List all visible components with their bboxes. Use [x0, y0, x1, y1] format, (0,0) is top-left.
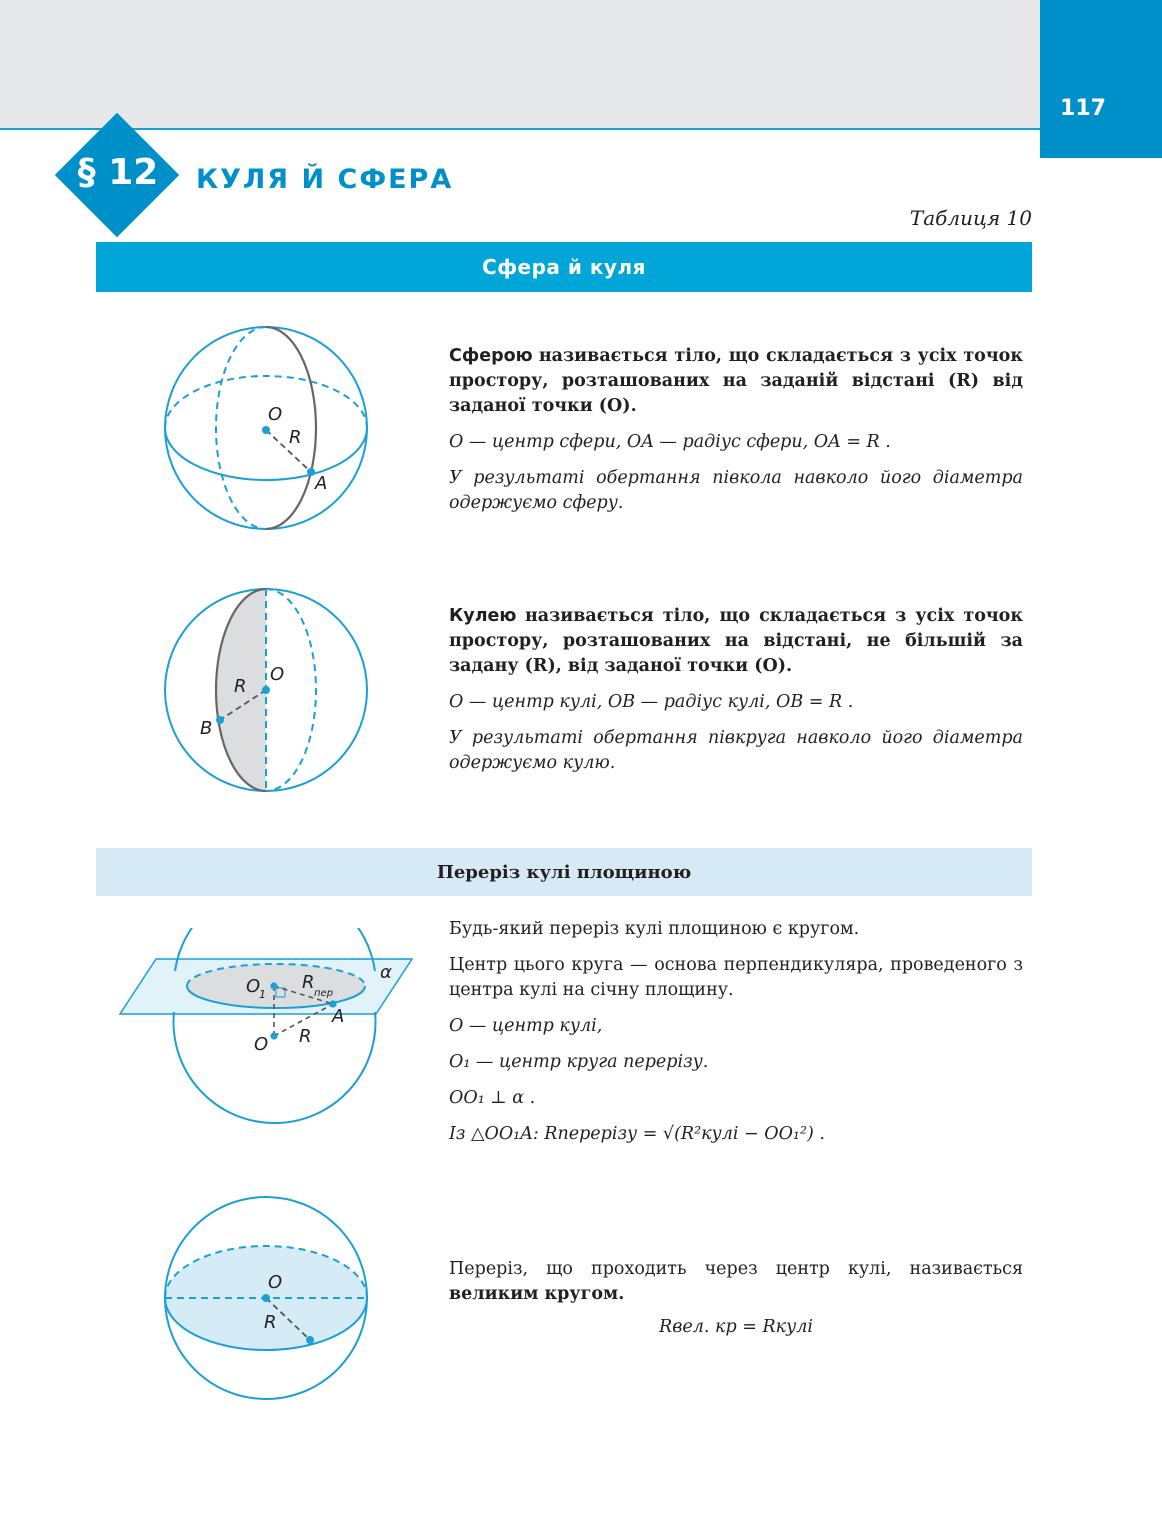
- chapter-title: КУЛЯ Й СФЕРА: [196, 164, 454, 195]
- section-title: Переріз кулі площиною: [436, 861, 692, 883]
- ball-rotation: У результаті обертання півкруга навколо його діаметра одержуємо кулю.: [449, 728, 1023, 773]
- ball-definition: називається тіло, що складається з усіх точок простору, розташованих на відстані, не більшій за задану (R), від заданої точки (O).: [449, 606, 1023, 676]
- term-great-circle: великим кругом.: [449, 1284, 625, 1304]
- sphere-notation: O — центр сфери, OA — радіус сфери, OA = R .: [449, 432, 891, 452]
- meridian-back: [266, 589, 316, 791]
- sphere-rotation: У результаті обертання півкола навколо його діаметра одержуємо сферу.: [449, 468, 1023, 513]
- label-rsec: R: [302, 972, 315, 993]
- equator-front: [165, 428, 367, 480]
- cross-section-figure: [116, 928, 416, 1140]
- label-a: A: [332, 1006, 345, 1027]
- label-r: R: [234, 676, 247, 697]
- cross-line-6: Із △OO₁A: Rперерізу = √(R²кулі − OO₁²) .: [449, 1124, 825, 1144]
- cross-section-text: [449, 917, 1023, 1158]
- term-ball: Кулею: [449, 606, 517, 626]
- label-o: O: [268, 404, 283, 425]
- cross-line-1: Будь-який переріз кулі площиною є кругом.: [449, 919, 860, 939]
- table-label: Таблиця 10: [909, 206, 1032, 230]
- sphere-definition: називається тіло, що складається з усіх точок простору, розташованих на заданій відстані (R) від заданої точки (O).: [449, 346, 1023, 416]
- label-o: O: [270, 664, 285, 685]
- label-r: R: [264, 1312, 277, 1333]
- center-point: [262, 1294, 270, 1302]
- ball-notation: O — центр кулі, OB — радіус кулі, OB = R .: [449, 692, 854, 712]
- cross-line-3: O — центр кулі,: [449, 1016, 603, 1036]
- label-rsec-sub: пер: [314, 988, 334, 999]
- paragraph-number: § 12: [77, 152, 159, 193]
- label-b: B: [200, 718, 213, 739]
- label-o: O: [268, 1272, 283, 1293]
- ball-text: [449, 604, 1023, 787]
- cross-line-5: OO₁ ⊥ α .: [449, 1088, 536, 1108]
- label-o1-sub: 1: [259, 988, 266, 1001]
- label-a: A: [315, 473, 328, 494]
- label-r: R: [289, 427, 302, 448]
- section-header-cross-section: [96, 848, 1032, 896]
- great-circle-figure: [160, 1192, 380, 1404]
- point-a: [307, 468, 315, 476]
- great-circle-pre: Переріз, що проходить через центр кулі, називається: [449, 1259, 1023, 1279]
- label-o1: O: [246, 976, 261, 997]
- ball-lower-arc: [174, 1012, 376, 1123]
- header-rule: [0, 128, 1040, 130]
- sphere-figure: [160, 322, 380, 534]
- center-o: [270, 1032, 277, 1039]
- page-number-tab: [1040, 0, 1162, 158]
- label-o: O: [254, 1034, 269, 1055]
- cross-line-4: O₁ — центр круга перерізу.: [449, 1052, 709, 1072]
- great-circle-formula: Rвел. кр = Rкулі: [659, 1317, 813, 1337]
- label-r: R: [299, 1026, 312, 1047]
- great-circle-text: [449, 1257, 1023, 1351]
- section-header-sphere-ball: [96, 242, 1032, 292]
- center-o1: [270, 982, 277, 989]
- equator-back: [165, 376, 367, 428]
- center-point: [262, 426, 270, 434]
- point-b: [216, 716, 224, 724]
- ball-figure: [160, 584, 380, 796]
- page-number: 117: [1060, 96, 1106, 121]
- edge-point: [306, 1336, 314, 1344]
- sphere-text: [449, 344, 1023, 527]
- center-point: [262, 686, 270, 694]
- label-alpha: α: [380, 962, 392, 983]
- header-band: [0, 0, 1040, 128]
- cross-line-2: Центр цього круга — основа перпендикуляра, проведеного з центра кулі на січну площину.: [449, 955, 1023, 1000]
- term-sphere: Сферою: [449, 346, 533, 366]
- meridian-back: [216, 327, 266, 529]
- section-title: Сфера й куля: [482, 255, 646, 279]
